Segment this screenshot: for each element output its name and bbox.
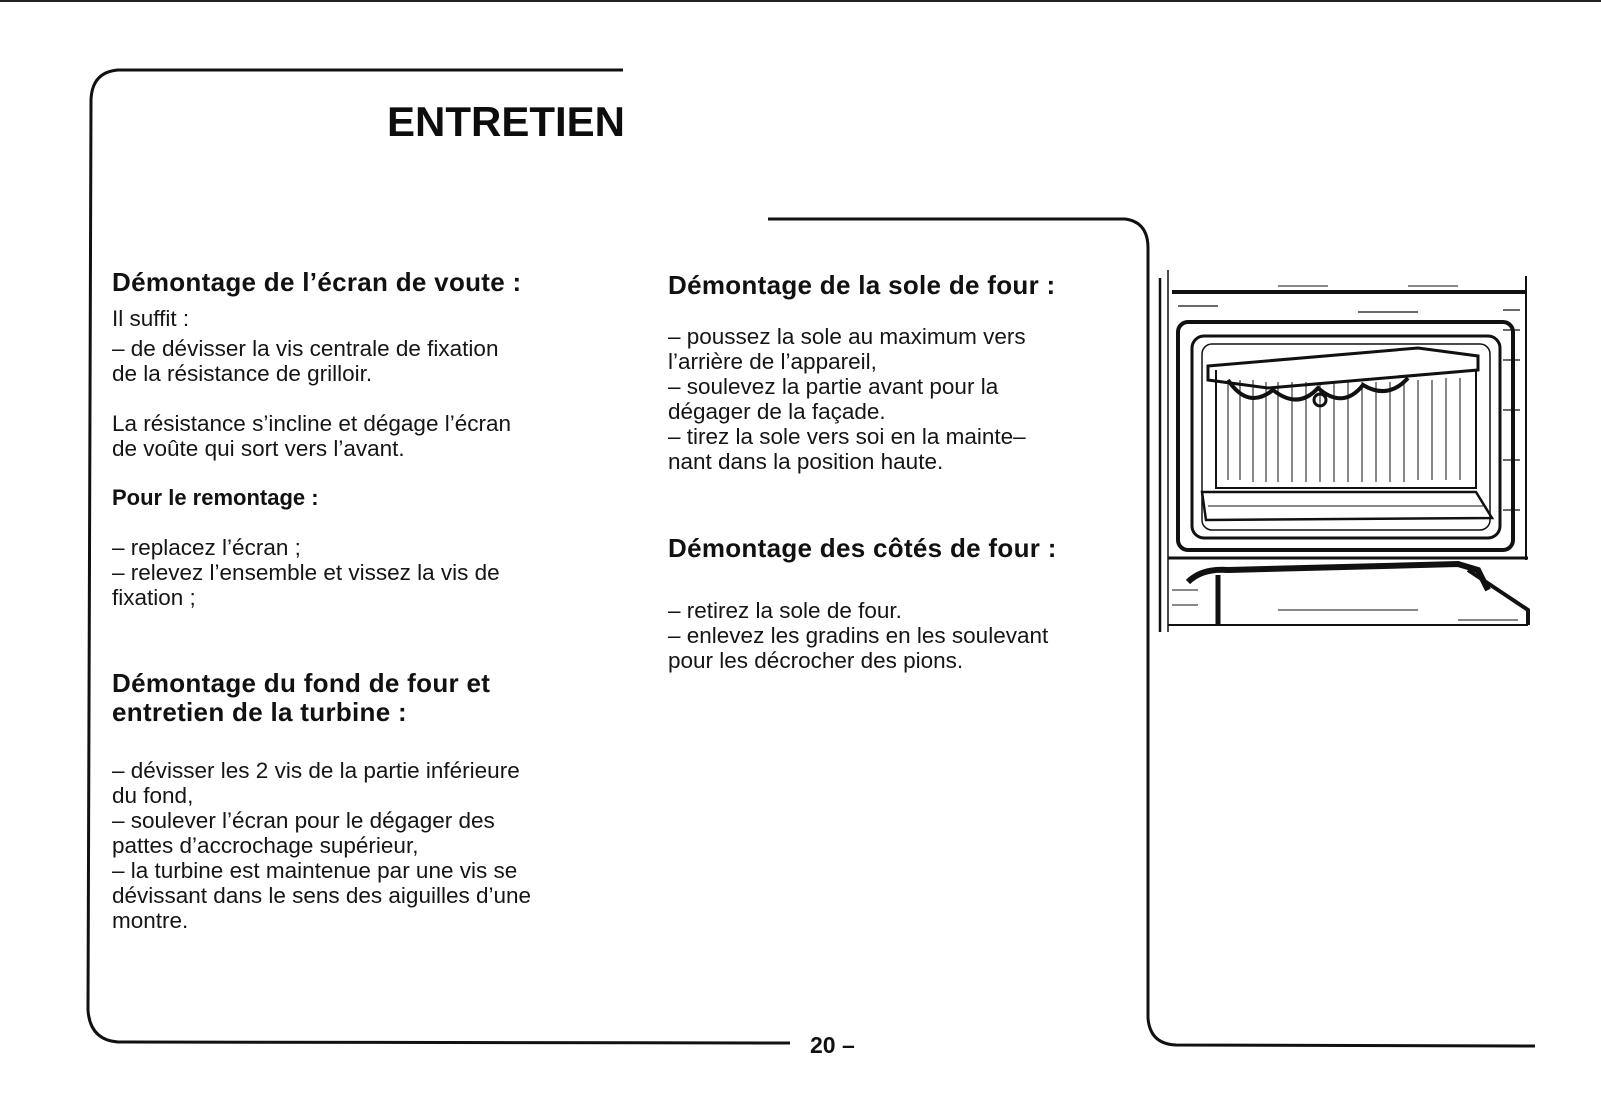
steps-cotes-four: – retirez la sole de four. – enlevez les gradins en les soulevant pour les décrocher des pions. <box>668 598 1049 673</box>
heading-sole-four: Démontage de la sole de four : <box>668 270 1056 300</box>
remount-heading: Pour le remontage : <box>112 485 319 510</box>
intro-text: Il suffit : <box>112 306 190 331</box>
heading-cotes-four: Démontage des côtés de four : <box>668 533 1057 563</box>
explanation-ecran-voute: La résistance s’incline et dégage l’écran de voûte qui sort vers l’avant. <box>112 411 511 461</box>
steps-sole-four: – poussez la sole au maximum vers l’arrière de l’appareil, – soulevez la partie avant pour la dégager de la façade. – tirez la sole vers soi en la mainte– nant dans la position haute. <box>668 324 1026 474</box>
page-number: 20 – <box>810 1032 855 1058</box>
oven-interior-illustration-icon <box>1158 270 1538 640</box>
heading-fond-turbine: Démontage du fond de four et entretien de la turbine : <box>112 668 491 727</box>
page-title: ENTRETIEN <box>386 98 625 145</box>
steps-ecran-voute: – de dévisser la vis centrale de fixation de la résistance de grilloir. <box>112 336 499 386</box>
remount-steps: – replacez l’écran ; – relevez l’ensemble et vissez la vis de fixation ; <box>112 535 500 610</box>
heading-ecran-voute: Démontage de l’écran de voute : <box>112 267 522 297</box>
steps-fond-turbine: – dévisser les 2 vis de la partie inférieure du fond, – soulever l’écran pour le dégager des pattes d’accrochage supérieur, – la turbine est maintenue par une vis se dévissant dans le sens des aiguilles d’une montre. <box>112 758 532 933</box>
